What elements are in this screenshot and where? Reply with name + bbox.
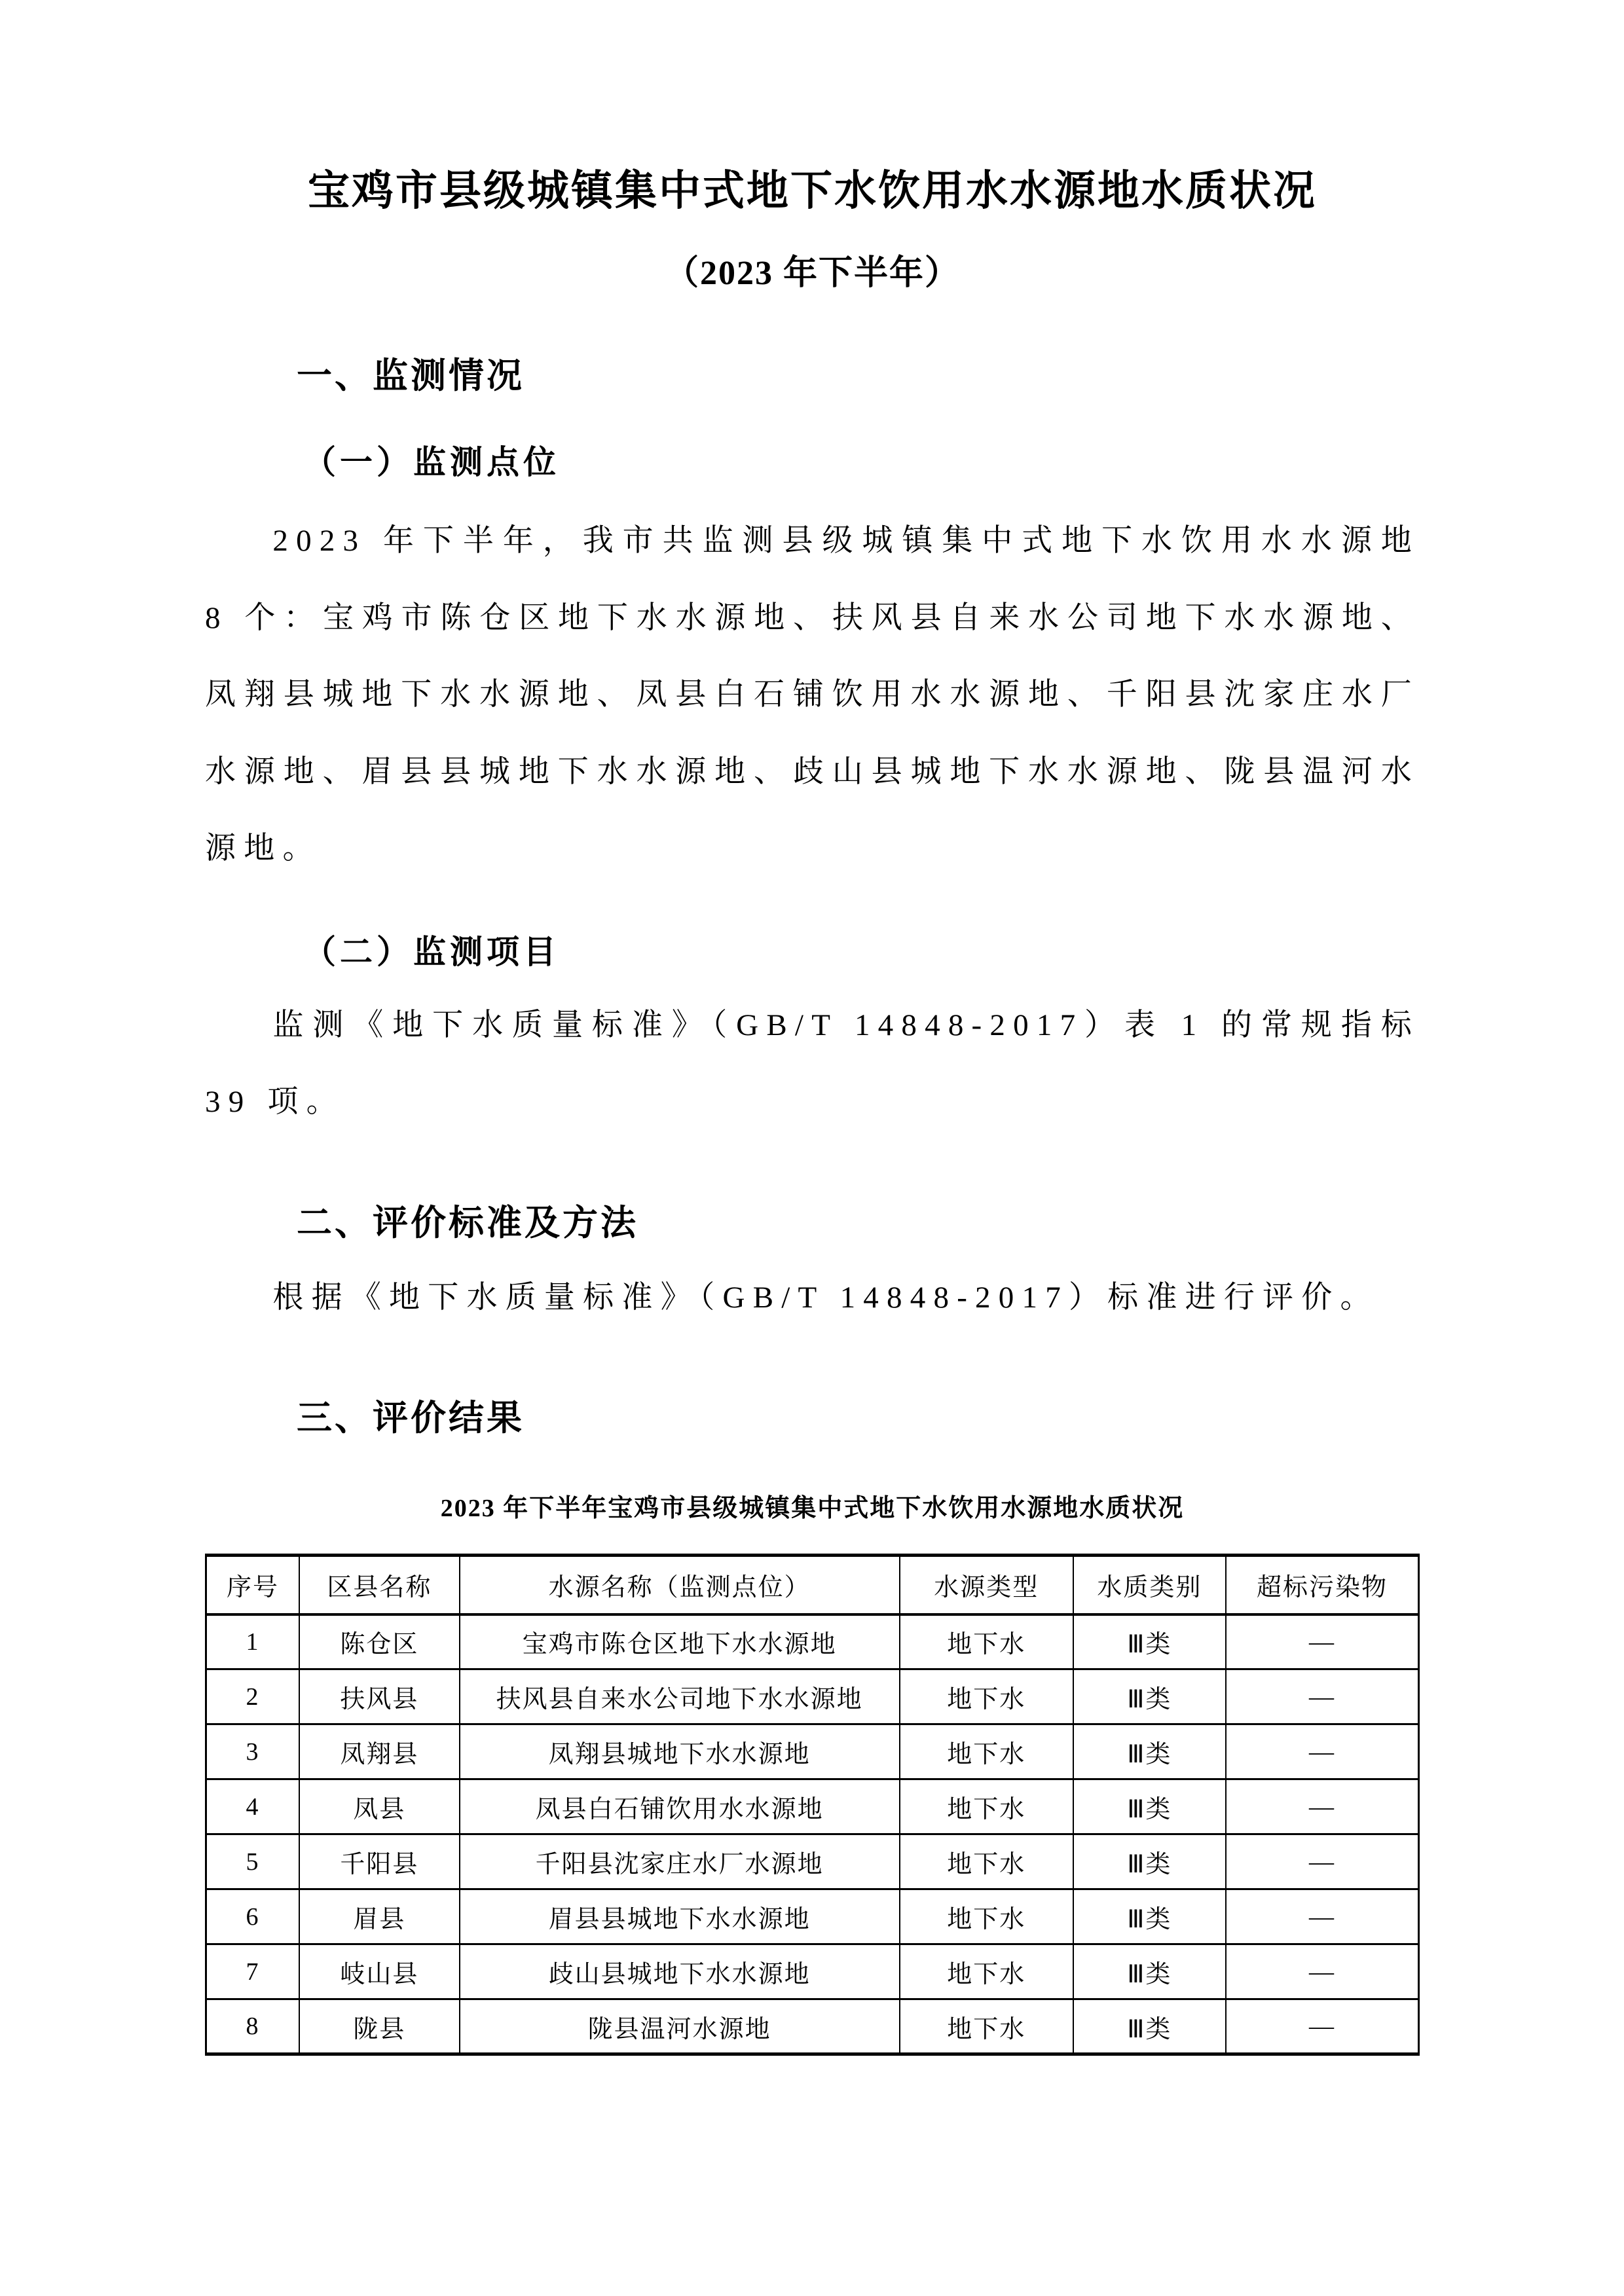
cell-pollutants: — (1226, 1724, 1419, 1779)
cell-index: 3 (206, 1724, 300, 1779)
cell-county-name: 眉县 (299, 1889, 459, 1944)
cell-source-name: 千阳县沈家庄水厂水源地 (460, 1834, 900, 1889)
cell-pollutants: — (1226, 1999, 1419, 2054)
cell-source-name: 凤县白石铺饮用水水源地 (460, 1779, 900, 1834)
table-row (206, 1614, 1419, 1669)
cell-source-type: 地下水 (900, 1614, 1073, 1669)
table-row (206, 1834, 1419, 1889)
cell-water-class: Ⅲ类 (1073, 1999, 1226, 2054)
cell-pollutants: — (1226, 1669, 1419, 1724)
cell-county-name: 凤翔县 (299, 1724, 459, 1779)
section-2-heading: 二、评价标准及方法 (297, 1201, 638, 1243)
table-row (206, 1944, 1419, 1999)
cell-source-type: 地下水 (900, 1889, 1073, 1944)
cell-index: 7 (206, 1944, 300, 1999)
cell-source-name: 宝鸡市陈仓区地下水水源地 (460, 1614, 900, 1669)
section-3-heading: 三、评价结果 (297, 1397, 525, 1438)
cell-pollutants: — (1226, 1614, 1419, 1669)
cell-water-class: Ⅲ类 (1073, 1669, 1226, 1724)
evaluation-method-paragraph: 根据《地下水质量标准》（GB/T 14848-2017）标准进行评价。 (272, 1280, 1379, 1315)
column-header: 序号 (206, 1556, 300, 1614)
cell-county-name: 凤县 (299, 1779, 459, 1834)
cell-source-name: 凤翔县城地下水水源地 (460, 1724, 900, 1779)
column-header: 水质类别 (1073, 1556, 1226, 1614)
subsection-1-2-heading: （二）监测项目 (303, 933, 560, 970)
cell-county-name: 陈仓区 (299, 1614, 459, 1669)
cell-water-class: Ⅲ类 (1073, 1944, 1226, 1999)
cell-source-type: 地下水 (900, 1999, 1073, 2054)
cell-pollutants: — (1226, 1834, 1419, 1889)
table-row (206, 1669, 1419, 1724)
column-header: 超标污染物 (1226, 1556, 1419, 1614)
page-subtitle: （2023 年下半年） (664, 255, 960, 292)
cell-pollutants: — (1226, 1889, 1419, 1944)
table-row (206, 1724, 1419, 1779)
cell-index: 4 (206, 1779, 300, 1834)
cell-water-class: Ⅲ类 (1073, 1614, 1226, 1669)
cell-source-name: 歧山县城地下水水源地 (460, 1944, 900, 1999)
subsection-1-1-heading: （一）监测点位 (303, 444, 560, 481)
table-header-row (206, 1556, 1419, 1614)
cell-county-name: 扶风县 (299, 1669, 459, 1724)
cell-water-class: Ⅲ类 (1073, 1779, 1226, 1834)
cell-source-type: 地下水 (900, 1834, 1073, 1889)
cell-pollutants: — (1226, 1779, 1419, 1834)
table-row (206, 1999, 1419, 2054)
results-table (205, 1554, 1420, 2056)
column-header: 水源名称（监测点位） (460, 1556, 900, 1614)
cell-source-name: 陇县温河水源地 (460, 1999, 900, 2054)
table-row (206, 1889, 1419, 1944)
cell-source-type: 地下水 (900, 1724, 1073, 1779)
column-header: 区县名称 (299, 1556, 459, 1614)
cell-source-type: 地下水 (900, 1944, 1073, 1999)
cell-source-name: 眉县县城地下水水源地 (460, 1889, 900, 1944)
cell-county-name: 陇县 (299, 1999, 459, 2054)
monitoring-points-paragraph: 2023 年下半年，我市共监测县级城镇集中式地下水饮用水水源地 8 个：宝鸡市陈仓区地下水水源地、扶风县自来水公司地下水水源地、凤翔县城地下水水源地、凤县白石铺饮用水水源地、千阳县沈家庄水厂水源地、眉县县城地下水水源地、歧山县城地下水水源地、陇县温河水源地。 (205, 524, 1420, 866)
cell-source-type: 地下水 (900, 1669, 1073, 1724)
cell-county-name: 岐山县 (299, 1944, 459, 1999)
monitoring-items-paragraph: 监测《地下水质量标准》（GB/T 14848-2017）表 1 的常规指标 39 项。 (205, 1008, 1420, 1119)
cell-source-type: 地下水 (900, 1779, 1073, 1834)
cell-water-class: Ⅲ类 (1073, 1834, 1226, 1889)
cell-water-class: Ⅲ类 (1073, 1889, 1226, 1944)
cell-source-name: 扶风县自来水公司地下水水源地 (460, 1669, 900, 1724)
cell-index: 2 (206, 1669, 300, 1724)
cell-index: 6 (206, 1889, 300, 1944)
cell-water-class: Ⅲ类 (1073, 1724, 1226, 1779)
cell-index: 5 (206, 1834, 300, 1889)
table-row (206, 1779, 1419, 1834)
table-caption: 2023 年下半年宝鸡市县级城镇集中式地下水饮用水源地水质状况 (440, 1495, 1185, 1522)
cell-index: 8 (206, 1999, 300, 2054)
cell-county-name: 千阳县 (299, 1834, 459, 1889)
column-header: 水源类型 (900, 1556, 1073, 1614)
cell-pollutants: — (1226, 1944, 1419, 1999)
page-title: 宝鸡市县级城镇集中式地下水饮用水水源地水质状况 (308, 168, 1317, 214)
cell-index: 1 (206, 1614, 300, 1669)
section-1-heading: 一、监测情况 (297, 355, 525, 396)
